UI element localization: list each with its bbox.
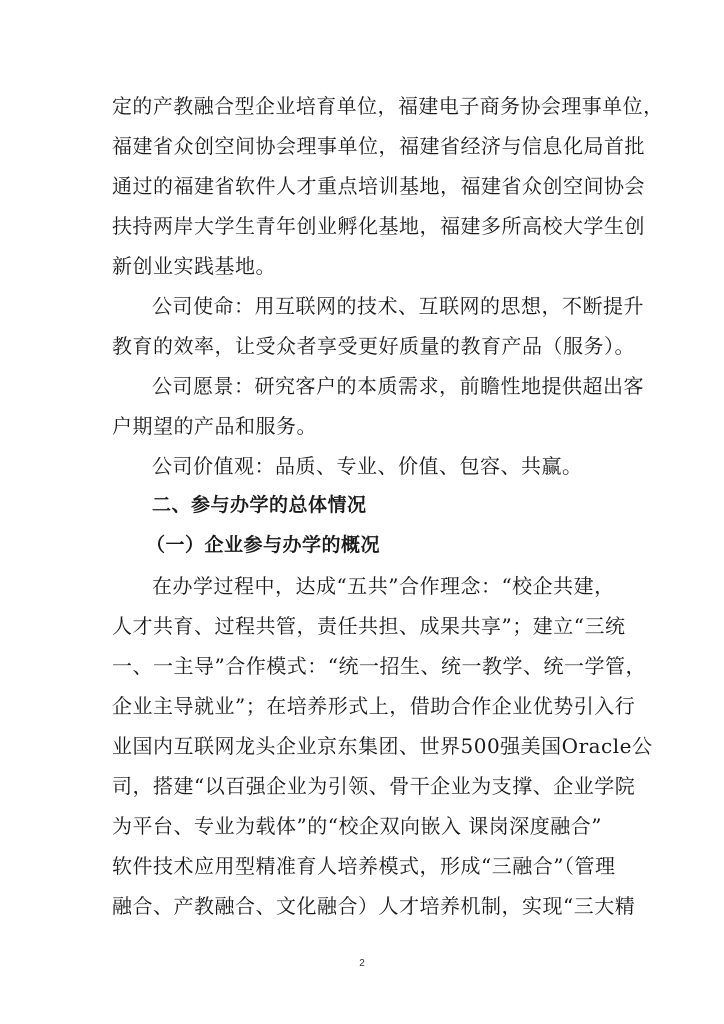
paragraph-line: 司，搭建“以百强企业为引领、骨干企业为支撑、企业学院 — [112, 774, 636, 798]
paragraph-line: 定的产教融合型企业培育单位，福建电子商务协会理事单位， — [112, 94, 664, 118]
mission-line: 公司使命：用互联网的技术、互联网的思想，不断提升 — [152, 294, 644, 318]
mission-line: 教育的效率，让受众者享受更好质量的教育产品（服务）。 — [112, 334, 635, 358]
paragraph-line: 为平台、专业为载体”的“校企双向嵌入 课岗深度融合” — [112, 814, 603, 838]
vision-line: 户期望的产品和服务。 — [112, 414, 317, 438]
paragraph-line: 通过的福建省软件人才重点培训基地，福建省众创空间协会 — [112, 174, 645, 198]
vision-line: 公司愿景：研究客户的本质需求，前瞻性地提供超出客 — [152, 374, 644, 398]
values-line: 公司价值观：品质、专业、价值、包容、共赢。 — [152, 454, 583, 478]
paragraph-line: 新创业实践基地。 — [112, 254, 276, 278]
paragraph-line: 业国内互联网龙头企业京东集团、世界500强美国Oracle公 — [112, 734, 653, 758]
subsection-heading: （一）企业参与办学的概况 — [146, 534, 381, 556]
section-heading: 二、参与办学的总体情况 — [152, 494, 367, 516]
page-number: 2 — [359, 958, 365, 969]
paragraph-line: 软件技术应用型精准育人培养模式，形成“三融合”（管理 — [112, 854, 616, 878]
paragraph-line: 在办学过程中，达成“五共”合作理念：“校企共建， — [152, 574, 615, 598]
paragraph-line: 企业主导就业”；在培养形式上，借助合作企业优势引入行 — [112, 694, 636, 718]
paragraph-line: 扶持两岸大学生青年创业孵化基地，福建多所高校大学生创 — [112, 214, 645, 238]
paragraph-line: 福建省众创空间协会理事单位，福建省经济与信息化局首批 — [112, 134, 645, 158]
paragraph-line: 融合、产教融合、文化融合）人才培养机制，实现“三大精 — [112, 894, 636, 918]
paragraph-line: 人才共育、过程共管，责任共担、成果共享”；建立“三统 — [112, 614, 626, 638]
paragraph-line: 一、一主导”合作模式：“统一招生、统一教学、统一学管， — [112, 654, 646, 678]
